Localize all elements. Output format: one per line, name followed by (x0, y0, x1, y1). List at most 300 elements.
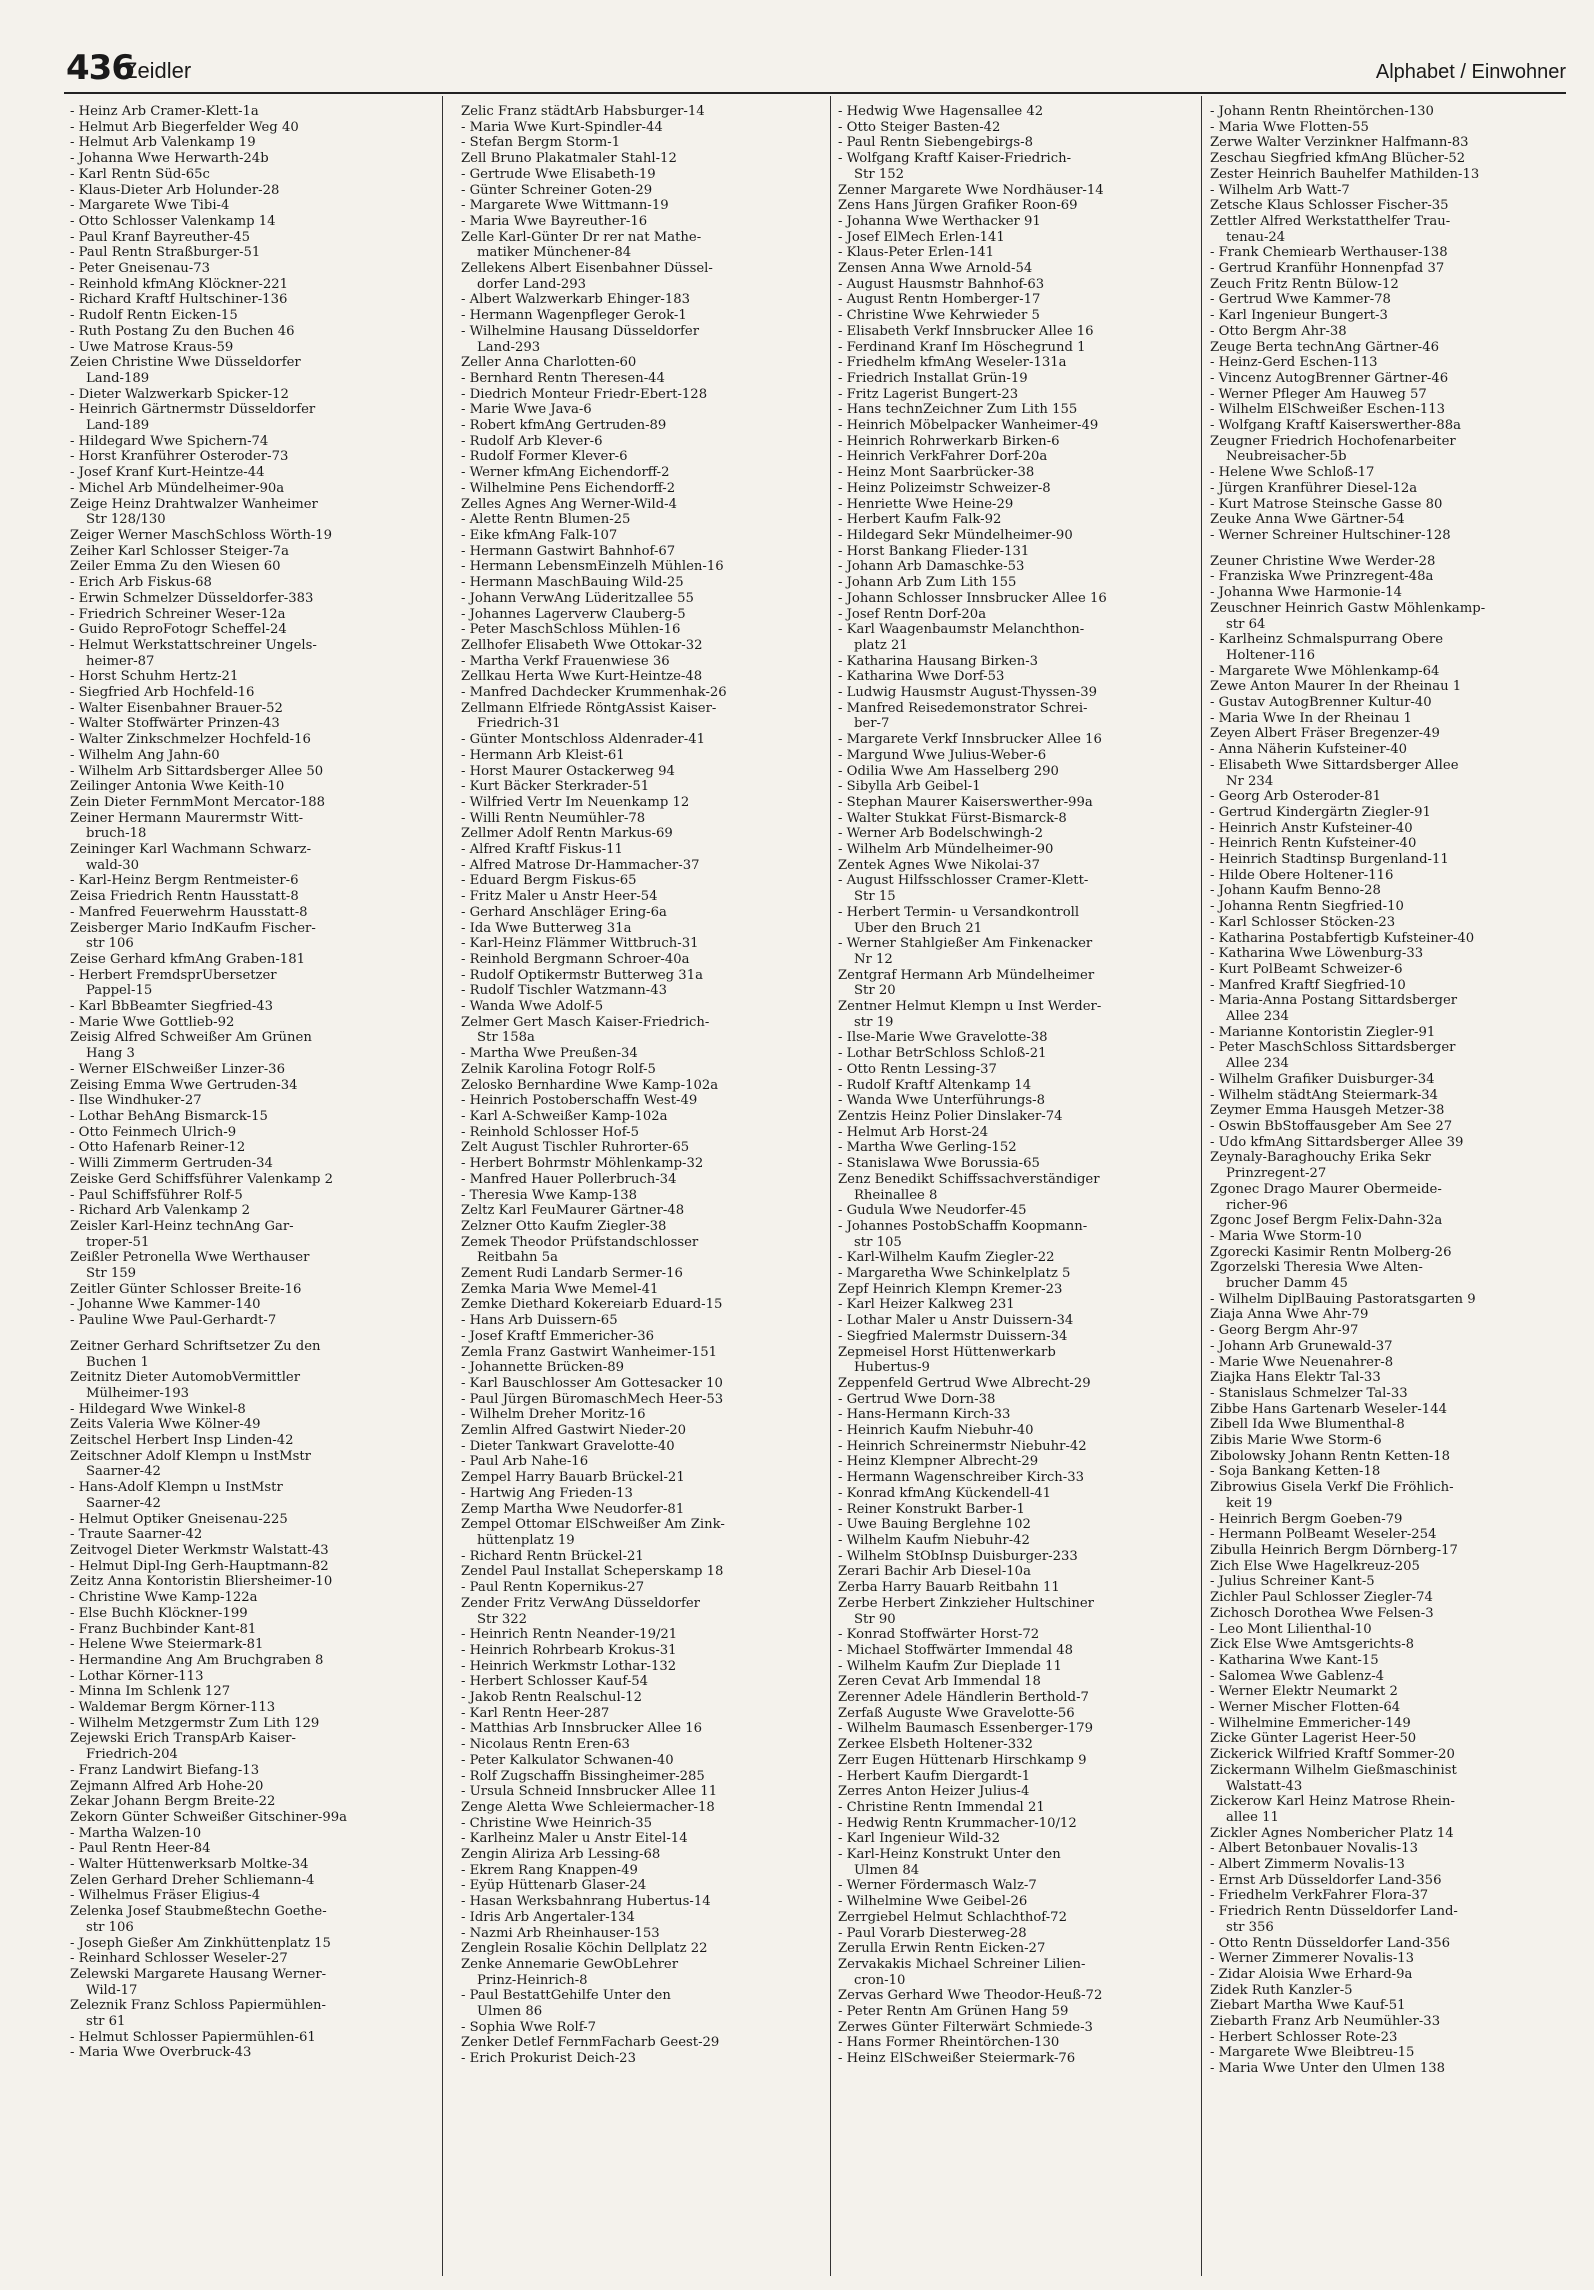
directory-entry: - Johanna Wwe Herwarth-24b (70, 151, 269, 167)
directory-entry: - Stanislaus Schmelzer Tal-33 (1210, 1385, 1408, 1401)
directory-entry: - Wilhelmus Fräser Eligius-4 (70, 1888, 261, 1904)
directory-entry: - Hermann Wagenschreiber Kirch-33 (838, 1470, 1085, 1486)
directory-entry: Zerres Anton Heizer Julius-4 (838, 1784, 1030, 1800)
directory-entry: Zeisig Alfred Schweißer Am Grünen (70, 1030, 312, 1046)
directory-entry: - Paul Vorarb Diesterweg-28 (838, 1925, 1027, 1941)
page-number: 436 (66, 48, 134, 88)
directory-entry: Hubertus-9 (854, 1360, 930, 1376)
directory-entry: - Kurt Matrose Steinsche Gasse 80 (1210, 496, 1443, 512)
directory-entry: - Peter Kalkulator Schwanen-40 (461, 1752, 674, 1768)
directory-entry: - Gertrude Wwe Elisabeth-19 (461, 166, 656, 182)
directory-entry: - Herbert Kaufm Diergardt-1 (838, 1768, 1031, 1784)
directory-entry: Zgonc Josef Bergm Felix-Dahn-32a (1210, 1213, 1443, 1229)
directory-entry: - Werner Schreiner Hultschiner-128 (1210, 527, 1451, 543)
directory-entry: - Hermann PolBeamt Weseler-254 (1210, 1527, 1437, 1543)
directory-entry: - Albert Zimmerm Novalis-13 (1210, 1857, 1405, 1873)
directory-entry: - Friedhelm VerkFahrer Flora-37 (1210, 1888, 1429, 1904)
directory-entry: - Herbert FremdsprÜbersetzer (70, 967, 277, 983)
directory-entry: - Helmut Arb Biegerfelder Weg 40 (70, 119, 299, 135)
directory-entry: Land-189 (86, 370, 150, 386)
directory-entry: Zemek Theodor Prüfstandschlosser (461, 1234, 699, 1250)
directory-entry: - Johann Schlosser Innsbrucker Allee 16 (838, 590, 1107, 606)
directory-entry: Zenke Annemarie GewObLehrer (461, 1956, 678, 1972)
directory-entry: Hang 3 (86, 1046, 135, 1062)
directory-entry: - Paul Rentn Kopernikus-27 (461, 1580, 645, 1596)
directory-entry: Zejmann Alfred Arb Hohe-20 (70, 1778, 264, 1794)
directory-entry: - Ida Wwe Butterweg 31a (461, 920, 632, 936)
directory-entry: - Ernst Arb Düsseldorfer Land-356 (1210, 1872, 1442, 1888)
directory-entry: - Willi Rentn Neumühler-78 (461, 810, 646, 826)
directory-entry: Zelles Agnes Ang Werner-Wild-4 (461, 496, 678, 512)
column-divider (830, 96, 831, 2276)
directory-entry: - Stanislawa Wwe Borussia-65 (838, 1156, 1040, 1172)
directory-entry: Zeugner Friedrich Hochofenarbeiter (1210, 433, 1456, 449)
running-head-category: Alphabet / Einwohner (1375, 61, 1566, 83)
directory-entry: bruch-18 (86, 826, 147, 842)
directory-entry: - Wilfried Vertr Im Neuenkamp 12 (461, 794, 690, 810)
directory-entry: Zeien Christine Wwe Düsseldorfer (70, 355, 301, 371)
directory-entry: Zettler Alfred Werkstatthelfer Trau- (1210, 213, 1451, 229)
directory-entry: Zement Rudi Landarb Sermer-16 (461, 1266, 683, 1282)
directory-entry: - Otto Schlosser Valenkamp 14 (70, 213, 276, 229)
directory-entry: Zemp Martha Wwe Neudorfer-81 (461, 1501, 685, 1517)
directory-entry: - Wilhelmine Pens Eichendorff-2 (461, 480, 676, 496)
directory-entry: - Peter Rentn Am Grünen Hang 59 (838, 2004, 1069, 2020)
directory-entry: - Hildegard Wwe Winkel-8 (70, 1401, 246, 1417)
directory-entry: - Werner Arb Bodelschwingh-2 (838, 826, 1044, 842)
directory-entry: - Werner ElSchweißer Linzer-36 (70, 1061, 285, 1077)
directory-entry: Zelt August Tischler Ruhrorter-65 (461, 1140, 690, 1156)
directory-entry: Zerbe Herbert Zinkzieher Hultschiner (838, 1595, 1094, 1611)
directory-entry: - Christine Wwe Heinrich-35 (461, 1815, 653, 1831)
directory-entry: - Karlheinz Schmalspurrang Obere (1210, 632, 1443, 648)
directory-entry: - Rolf Zugschaffn Bissingheimer-285 (461, 1768, 705, 1784)
directory-entry: - Franziska Wwe Prinzregent-48a (1210, 569, 1434, 585)
directory-entry: - Ruth Postang Zu den Buchen 46 (70, 323, 295, 339)
directory-entry: Zester Heinrich Bauhelfer Mathilden-13 (1210, 166, 1480, 182)
directory-entry: - Karl-Heinz Bergm Rentmeister-6 (70, 873, 299, 889)
directory-entry: - Traute Saarner-42 (70, 1527, 203, 1543)
directory-entry: Zendel Paul Installat Scheperskamp 18 (461, 1564, 724, 1580)
directory-column-1 (70, 104, 432, 2061)
directory-entry: Zemla Franz Gastwirt Wanheimer-151 (461, 1344, 717, 1360)
directory-entry: platz 21 (854, 637, 908, 653)
directory-entry: Zeits Valeria Wwe Kölner-49 (70, 1417, 261, 1433)
directory-entry: - Albert Betonbauer Novalis-13 (1210, 1841, 1418, 1857)
directory-entry: - Herbert Bohrmstr Möhlenkamp-32 (461, 1156, 704, 1172)
directory-entry: str 356 (1226, 1919, 1274, 1935)
directory-entry: Zerulla Erwin Rentn Eicken-27 (838, 1941, 1046, 1957)
directory-entry: Zetsche Klaus Schlosser Fischer-35 (1210, 198, 1449, 214)
directory-entry: - Ursula Schneid Innsbrucker Allee 11 (461, 1784, 718, 1800)
directory-entry: Saarner-42 (86, 1495, 161, 1511)
directory-entry: Zervakakis Michael Schreiner Lilien- (838, 1956, 1086, 1972)
directory-entry: Zeschau Siegfried kfmAng Blücher-52 (1210, 151, 1466, 167)
directory-entry: tenau-24 (1226, 229, 1286, 245)
directory-column-3 (838, 104, 1200, 2067)
directory-entry: - Heinz-Gerd Eschen-113 (1210, 355, 1378, 371)
directory-entry: - Otto Feinmech Ulrich-9 (70, 1124, 237, 1140)
directory-entry: - Walter Zinkschmelzer Hochfeld-16 (70, 732, 311, 748)
directory-entry: str 64 (1226, 616, 1266, 632)
directory-entry: cron-10 (854, 1972, 906, 1988)
directory-entry: - Margarete Wwe Bleibtreu-15 (1210, 2045, 1415, 2061)
directory-entry: Zicke Günter Lagerist Heer-50 (1210, 1731, 1417, 1747)
directory-entry: Zerari Bachir Arb Diesel-10a (838, 1564, 1031, 1580)
directory-entry: - Oswin BbStoffausgeber Am See 27 (1210, 1119, 1453, 1134)
directory-entry: - Dieter Walzwerkarb Spicker-12 (70, 386, 289, 402)
directory-entry: - Johann Arb Damaschke-53 (838, 559, 1025, 575)
directory-entry: Zeitschel Herbert Insp Linden-42 (70, 1433, 294, 1449)
directory-entry: Allee 234 (1226, 1009, 1289, 1025)
directory-entry: Zeiler Emma Zu den Wiesen 60 (70, 559, 281, 575)
directory-entry: Friedrich-204 (86, 1747, 178, 1763)
directory-entry: - Johanne Wwe Kammer-140 (70, 1297, 261, 1313)
directory-entry: Zentzis Heinz Polier Dinslaker-74 (838, 1109, 1063, 1124)
directory-entry: - Alfred Kraftf Fiskus-11 (461, 842, 623, 858)
directory-entry: - August Hausmstr Bahnhof-63 (838, 276, 1045, 292)
directory-entry: Zelic Franz städtArb Habsburger-14 (461, 104, 705, 119)
directory-entry: - Wilhelm DiplBauing Pastoratsgarten 9 (1210, 1291, 1476, 1307)
directory-entry: Zekorn Günter Schweißer Gitschiner-99a (70, 1809, 347, 1825)
directory-entry: - Heinrich Kaufm Niebuhr-40 (838, 1423, 1034, 1439)
directory-entry: - Kurt PolBeamt Schweizer-6 (1210, 961, 1403, 977)
directory-entry: Zeuke Anna Wwe Gärtner-54 (1210, 512, 1405, 528)
directory-entry: - Wilhelmine Hausang Düsseldorfer (461, 323, 700, 339)
directory-entry: - Horst Schuhm Hertz-21 (70, 669, 239, 685)
directory-entry: - Josef Rentn Dorf-20a (838, 606, 987, 622)
directory-entry: Zeppenfeld Gertrud Wwe Albrecht-29 (838, 1375, 1091, 1391)
directory-entry: Str 20 (854, 983, 896, 999)
directory-entry: Zeininger Karl Wachmann Schwarz- (70, 842, 312, 858)
directory-entry: - Werner Pfleger Am Hauweg 57 (1210, 386, 1427, 402)
directory-entry: Zgorecki Kasimir Rentn Molberg-26 (1210, 1244, 1452, 1260)
directory-entry: Zeuge Berta technAng Gärtner-46 (1210, 339, 1440, 355)
directory-entry: - Ilse-Marie Wwe Gravelotte-38 (838, 1030, 1048, 1046)
directory-entry: str 106 (86, 1919, 134, 1935)
directory-entry: - Friedhelm kfmAng Weseler-131a (838, 355, 1067, 371)
directory-entry: Reitbahn 5a (477, 1250, 558, 1266)
directory-entry: Zeltz Karl FeuMaurer Gärtner-48 (461, 1203, 685, 1219)
directory-entry: Wild-17 (86, 1982, 138, 1998)
directory-entry: Zeisberger Mario IndKaufm Fischer- (70, 920, 316, 936)
directory-entry: Zerba Harry Bauarb Reitbahn 11 (838, 1580, 1060, 1596)
directory-entry: Zibell Ida Wwe Blumenthal-8 (1210, 1417, 1405, 1433)
directory-entry: - Heinz Klempner Albrecht-29 (838, 1454, 1039, 1470)
directory-entry: - Wilhelm Ang Jahn-60 (70, 747, 220, 763)
header-rule (64, 92, 1566, 94)
directory-entry: - Paul BestattGehilfe Unter den (461, 1988, 671, 2004)
directory-entry: - Manfred Kraftf Siegfried-10 (1210, 977, 1406, 993)
directory-entry: - Uwe Matrose Kraus-59 (70, 339, 234, 355)
directory-entry: Str 322 (477, 1611, 528, 1627)
directory-entry: - Karl Ingenieur Bungert-3 (1210, 308, 1388, 324)
directory-entry: Saarner-42 (86, 1464, 161, 1480)
directory-entry: Zengin Aliriza Arb Lessing-68 (461, 1847, 661, 1863)
directory-entry: - Lothar Körner-113 (70, 1668, 204, 1684)
directory-entry: keit 19 (1226, 1495, 1273, 1511)
directory-entry: - Hermann MaschBauing Wild-25 (461, 575, 684, 591)
directory-entry: Zentgraf Hermann Arb Mündelheimer (838, 967, 1095, 983)
directory-entry: - Julius Schreiner Kant-5 (1210, 1574, 1375, 1590)
directory-entry: Zeitz Anna Kontoristin Bliersheimer-10 (70, 1574, 333, 1590)
directory-entry: - Heinrich Rentn Neander-19/21 (461, 1627, 678, 1643)
directory-entry: - Helene Wwe Schloß-17 (1210, 465, 1375, 481)
directory-entry: - Sophia Wwe Rolf-7 (461, 2019, 597, 2035)
directory-entry: - Jakob Rentn Realschul-12 (461, 1690, 642, 1706)
directory-entry: - Johanna Rentn Siegfried-10 (1210, 899, 1404, 915)
directory-entry: - Heinrich Rentn Kufsteiner-40 (1210, 836, 1417, 852)
directory-entry: - Werner Mischer Flotten-64 (1210, 1700, 1401, 1716)
directory-entry: - Christine Wwe Kehrwieder 5 (838, 308, 1040, 324)
directory-entry: - Wilhelm städtAng Steiermark-34 (1210, 1087, 1439, 1103)
directory-entry: Zemka Maria Wwe Memel-41 (461, 1281, 659, 1297)
directory-entry: - Karl Bauschlosser Am Gottesacker 10 (461, 1375, 723, 1391)
directory-entry: Zeuner Christine Wwe Werder-28 (1210, 553, 1436, 569)
directory-entry: - Walter Hüttenwerksarb Moltke-34 (70, 1857, 309, 1873)
directory-entry: - Diedrich Monteur Friedr-Ebert-128 (461, 386, 708, 402)
directory-entry: - Gertrud Kindergärtn Ziegler-91 (1210, 804, 1431, 820)
directory-entry: - Johann Rentn Rheintörchen-130 (1210, 104, 1434, 119)
directory-entry: - Maria Wwe Kurt-Spindler-44 (461, 119, 663, 135)
directory-entry: - Rudolf Tischler Watzmann-43 (461, 983, 668, 999)
directory-entry: - Otto Hafenarb Reiner-12 (70, 1140, 246, 1156)
directory-entry: str 106 (86, 936, 134, 952)
directory-entry: - Otto Rentn Lessing-37 (838, 1061, 997, 1077)
directory-entry: Zentner Helmut Klempn u Inst Werder- (838, 999, 1102, 1015)
directory-entry: - Johann VerwAng Lüderitzallee 55 (461, 590, 694, 606)
directory-entry: - Udo kfmAng Sittardsberger Allee 39 (1210, 1134, 1464, 1150)
directory-entry: Nr 12 (854, 951, 893, 967)
directory-entry: - Waldemar Bergm Körner-113 (70, 1700, 276, 1716)
directory-entry: - Wilhelm Baumasch Essenberger-179 (838, 1721, 1094, 1737)
directory-entry: - Hartwig Ang Frieden-13 (461, 1485, 633, 1501)
directory-entry: - Margarete Wwe Tibi-4 (70, 198, 230, 214)
directory-entry: Allee 234 (1226, 1056, 1289, 1072)
directory-entry: - Michael Stoffwärter Immendal 48 (838, 1642, 1074, 1658)
directory-entry: - Maria Wwe Overbruck-43 (70, 2045, 252, 2061)
directory-entry: - Gertrud Wwe Kammer-78 (1210, 292, 1391, 308)
directory-entry: - Karl Rentn Heer-287 (461, 1705, 610, 1721)
directory-column-2 (461, 104, 823, 2067)
directory-entry: - Nazmi Arb Rheinhauser-153 (461, 1925, 660, 1941)
directory-entry: - Eyüp Hüttenarb Glaser-24 (461, 1878, 647, 1894)
directory-entry: - Margarete Wwe Wittmann-19 (461, 198, 669, 214)
directory-entry: - Karl A-Schweißer Kamp-102a (461, 1109, 668, 1124)
directory-entry: - Wilhelm Grafiker Duisburger-34 (1210, 1071, 1435, 1087)
directory-entry: - Friedrich Rentn Düsseldorfer Land- (1210, 1904, 1458, 1920)
column-divider (442, 96, 443, 2276)
directory-entry: Ziaja Anna Wwe Ahr-79 (1210, 1307, 1369, 1323)
directory-entry: - Paul Rentn Siebengebirgs-8 (838, 135, 1033, 151)
directory-entry: Zewe Anton Maurer In der Rheinau 1 (1210, 679, 1462, 695)
directory-entry: - Werner Fördermasch Walz-7 (838, 1878, 1037, 1894)
directory-entry: - Ekrem Rang Knappen-49 (461, 1862, 638, 1878)
directory-entry: - Katharina Wwe Dorf-53 (838, 669, 1005, 685)
directory-entry: - Katharina Wwe Kant-15 (1210, 1652, 1379, 1668)
directory-entry: richer-96 (1226, 1197, 1288, 1213)
directory-entry: Zerrgiebel Helmut Schlachthof-72 (838, 1909, 1067, 1925)
directory-entry: - Karlheinz Maler u Anstr Eitel-14 (461, 1831, 688, 1847)
directory-entry: - Willi Zimmerm Gertruden-34 (70, 1156, 273, 1172)
directory-entry: - Konrad Stoffwärter Horst-72 (838, 1627, 1040, 1643)
directory-entry: - Robert kfmAng Gertruden-89 (461, 418, 667, 434)
directory-entry: - Karl-Heinz Flämmer Wittbruch-31 (461, 936, 699, 952)
directory-entry: - Vincenz AutogBrenner Gärtner-46 (1210, 370, 1449, 386)
directory-entry: Zenge Aletta Wwe Schleiermacher-18 (461, 1799, 715, 1815)
directory-entry: Zeilinger Antonia Wwe Keith-10 (70, 779, 285, 795)
directory-entry: Zeitnitz Dieter AutomobVermittler (70, 1370, 301, 1386)
directory-entry: Zepmeisel Horst Hüttenwerkarb (838, 1344, 1056, 1360)
directory-entry: Zempel Ottomar ElSchweißer Am Zink- (461, 1517, 725, 1533)
directory-column-4 (1210, 104, 1572, 2077)
directory-entry: - Frank Chemiearb Werthauser-138 (1210, 245, 1448, 261)
directory-entry: Mülheimer-193 (86, 1385, 189, 1401)
directory-entry: Holtener-116 (1226, 647, 1315, 663)
directory-entry: Zickerow Karl Heinz Matrose Rhein- (1210, 1794, 1455, 1810)
directory-entry: - Maria Wwe In der Rheinau 1 (1210, 710, 1412, 726)
directory-entry: - Wanda Wwe Unterführungs-8 (838, 1093, 1045, 1109)
directory-entry: Zelmer Gert Masch Kaiser-Friedrich- (461, 1014, 710, 1030)
directory-entry: - Wilhelm ElSchweißer Eschen-113 (1210, 402, 1445, 418)
directory-entry: - Eike kfmAng Falk-107 (461, 527, 618, 543)
directory-entry: - Josef Kranf Kurt-Heintze-44 (70, 465, 265, 481)
directory-entry: Zeitner Gerhard Schriftsetzer Zu den (70, 1338, 321, 1354)
directory-entry: - Jürgen Kranführer Diesel-12a (1210, 480, 1418, 496)
directory-entry: Zichler Paul Schlosser Ziegler-74 (1210, 1590, 1433, 1606)
directory-entry: - Reinhold Schlosser Hof-5 (461, 1124, 639, 1140)
directory-entry: Zellkau Herta Wwe Kurt-Heintze-48 (461, 669, 703, 685)
directory-entry: Zeising Emma Wwe Gertruden-34 (70, 1077, 298, 1093)
directory-entry: Zender Fritz VerwAng Düsseldorfer (461, 1595, 700, 1611)
directory-entry: heimer-87 (86, 653, 155, 669)
directory-entry: - Josef Kraftf Emmericher-36 (461, 1328, 654, 1344)
directory-entry: - Leo Mont Lilienthal-10 (1210, 1621, 1372, 1637)
directory-entry: - Herbert Termin- u Versandkontroll (838, 904, 1080, 920)
directory-entry: - Margaretha Wwe Schinkelplatz 5 (838, 1266, 1071, 1282)
directory-entry: Zentek Agnes Wwe Nikolai-37 (838, 857, 1041, 873)
directory-entry: - Dieter Tankwart Gravelotte-40 (461, 1438, 675, 1454)
directory-entry: - Johannes PostobSchaffn Koopmann- (838, 1218, 1088, 1234)
directory-entry: - Heinrich Werkmstr Lothar-132 (461, 1658, 677, 1674)
directory-entry: Ziebarth Franz Arb Neumühler-33 (1210, 2014, 1441, 2030)
directory-entry: Zeuschner Heinrich Gastw Möhlenkamp- (1210, 600, 1486, 616)
directory-entry: Friedrich-31 (477, 716, 561, 732)
directory-entry: str 19 (854, 1014, 894, 1030)
directory-entry: - Hedwig Rentn Krummacher-10/12 (838, 1815, 1077, 1831)
directory-entry: - Paul Rentn Straßburger-51 (70, 245, 261, 261)
directory-entry: allee 11 (1226, 1809, 1279, 1825)
directory-entry: Zellekens Albert Eisenbahner Düssel- (461, 261, 713, 277)
directory-entry: Land-189 (86, 418, 150, 434)
directory-entry: - Karl Heizer Kalkweg 231 (838, 1297, 1015, 1313)
directory-entry: - Heinz Polizeimstr Schweizer-8 (838, 480, 1051, 496)
directory-entry: Zeynaly-Baraghouchy Erika Sekr (1210, 1150, 1431, 1166)
directory-entry: - Michel Arb Mündelheimer-90a (70, 480, 285, 496)
directory-entry: - Margarete Verkf Innsbrucker Allee 16 (838, 732, 1102, 748)
directory-entry: - Peter MaschSchloss Mühlen-16 (461, 622, 681, 638)
directory-entry: Zelosko Bernhardine Wwe Kamp-102a (461, 1077, 719, 1093)
directory-entry: - Martha Wwe Preußen-34 (461, 1046, 638, 1062)
directory-entry: - Margund Wwe Julius-Weber-6 (838, 747, 1047, 763)
directory-entry: - Paul Schiffsführer Rolf-5 (70, 1187, 243, 1203)
directory-entry: - Hilde Obere Holtener-116 (1210, 867, 1394, 883)
directory-entry: - Werner Stahlgießer Am Finkenacker (838, 936, 1093, 952)
directory-entry: Nr 234 (1226, 773, 1274, 789)
directory-entry: Str 128/130 (86, 512, 166, 528)
directory-entry: - Heinrich Rohrwerkarb Birken-6 (838, 433, 1060, 449)
directory-entry: - Erich Arb Fiskus-68 (70, 575, 212, 591)
directory-entry: - Paul Rentn Heer-84 (70, 1841, 211, 1857)
directory-entry: - Henriette Wwe Heine-29 (838, 496, 1014, 512)
directory-entry: Str 15 (854, 889, 896, 905)
directory-entry: Zgorzelski Theresia Wwe Alten- (1210, 1260, 1423, 1276)
directory-entry: Zerfaß Auguste Wwe Gravelotte-56 (838, 1705, 1075, 1721)
directory-entry: - Wolfgang Kraftf Kaiser-Friedrich- (838, 151, 1072, 167)
directory-entry: - Matthias Arb Innsbrucker Allee 16 (461, 1721, 703, 1737)
directory-entry: - Wilhelm Arb Watt-7 (1210, 182, 1350, 198)
directory-entry: Zeitvogel Dieter Werkmstr Walstatt-43 (70, 1542, 329, 1558)
column-divider (1201, 96, 1202, 2276)
directory-entry: hüttenplatz 19 (477, 1532, 575, 1548)
directory-entry: - Gerhard Anschläger Ering-6a (461, 904, 667, 920)
directory-entry: - Heinrich Schreinermstr Niebuhr-42 (838, 1438, 1087, 1454)
directory-entry: - Wilhelm Arb Sittardsberger Allee 50 (70, 763, 324, 779)
directory-entry: Zeisler Karl-Heinz technAng Gar- (70, 1218, 294, 1234)
directory-entry: Str 159 (86, 1266, 137, 1282)
directory-entry: Zickerick Wilfried Kraftf Sommer-20 (1210, 1747, 1455, 1763)
directory-entry: - Heinrich Stadtinsp Burgenland-11 (1210, 852, 1449, 868)
directory-entry: - Friedrich Schreiner Weser-12a (70, 606, 286, 622)
directory-entry: - Martha Verkf Frauenwiese 36 (461, 653, 670, 669)
directory-entry: - Erwin Schmelzer Düsseldorfer-383 (70, 590, 314, 606)
directory-entry: Ziebart Martha Wwe Kauf-51 (1210, 1998, 1406, 2014)
directory-entry: - Hans-Hermann Kirch-33 (838, 1407, 1011, 1423)
directory-entry: - Gudula Wwe Neudorfer-45 (838, 1203, 1027, 1219)
directory-entry: - Reiner Konstrukt Barber-1 (838, 1501, 1025, 1517)
directory-entry: - Johanna Wwe Harmonie-14 (1210, 585, 1402, 601)
directory-entry: Zenner Margarete Wwe Nordhäuser-14 (838, 182, 1104, 198)
directory-entry: Zelle Karl-Günter Dr rer nat Mathe- (461, 229, 702, 245)
directory-entry: - Werner kfmAng Eichendorff-2 (461, 465, 670, 481)
directory-entry: - Marie Wwe Java-6 (461, 402, 592, 418)
directory-entry: - Heinrich Gärtnermstr Düsseldorfer (70, 402, 316, 418)
directory-entry: - Bernhard Rentn Theresen-44 (461, 370, 665, 386)
directory-entry: Zell Bruno Plakatmaler Stahl-12 (461, 151, 677, 167)
directory-entry: - Kurt Bäcker Sterkrader-51 (461, 779, 650, 795)
directory-entry: Zibis Marie Wwe Storm-6 (1210, 1433, 1382, 1449)
running-head-name: Zeidler (124, 58, 192, 83)
directory-entry: - Heinrich VerkFahrer Dorf-20a (838, 449, 1048, 465)
directory-entry: Zibolowsky Johann Rentn Ketten-18 (1210, 1448, 1451, 1464)
directory-entry: - Richard Rentn Brückel-21 (461, 1548, 644, 1564)
directory-entry: - Paul Arb Nahe-16 (461, 1454, 589, 1470)
directory-entry: - Wanda Wwe Adolf-5 (461, 999, 604, 1015)
directory-entry: Zeren Cevat Arb Immendal 18 (838, 1674, 1041, 1690)
directory-entry: - Wilhelmine Emmericher-149 (1210, 1715, 1411, 1731)
directory-entry: - Rudolf Kraftf Altenkamp 14 (838, 1077, 1032, 1093)
directory-entry: - Werner Zimmerer Novalis-13 (1210, 1951, 1415, 1967)
directory-entry: - Manfred Feuerwehrm Hausstatt-8 (70, 904, 308, 920)
directory-entry: Zeitschner Adolf Klempn u InstMstr (70, 1448, 311, 1464)
directory-entry: - Odilia Wwe Am Hasselberg 290 (838, 763, 1059, 779)
page-header (66, 48, 1566, 94)
directory-entry: - Hasan Werksbahnrang Hubertus-14 (461, 1894, 711, 1910)
directory-entry: - Wilhelm Arb Mündelheimer-90 (838, 842, 1054, 858)
directory-entry: Zibrowius Gisela Verkf Die Fröhlich- (1210, 1480, 1454, 1496)
directory-entry: - Katharina Postabfertigb Kufsteiner-40 (1210, 930, 1475, 946)
directory-entry: - Helmut Optiker Gneisenau-225 (70, 1511, 288, 1527)
